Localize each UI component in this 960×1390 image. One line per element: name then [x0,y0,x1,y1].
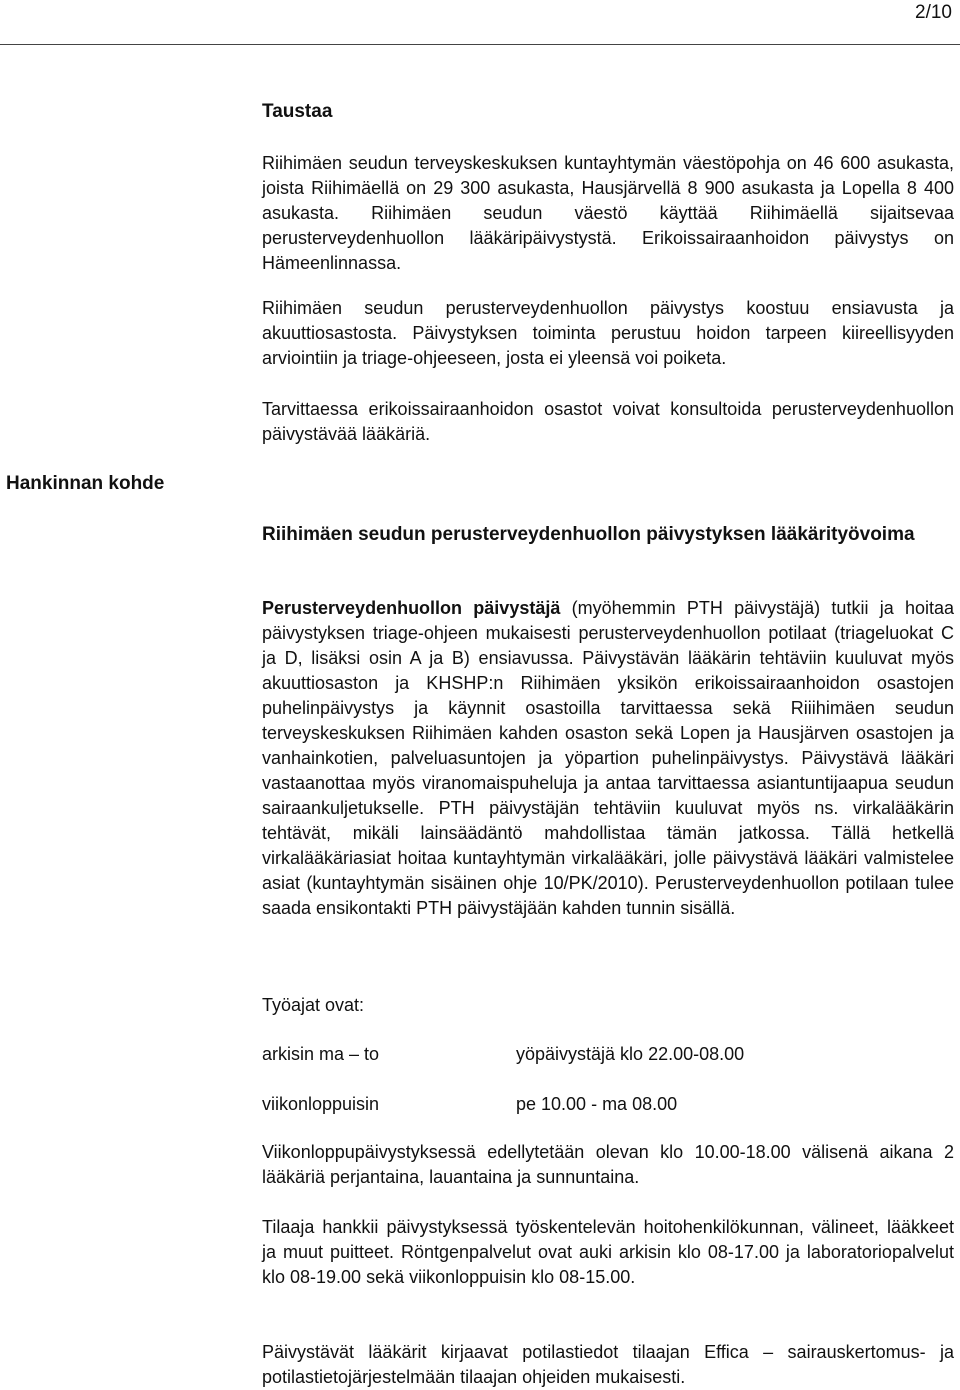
section-heading-taustaa: Taustaa [262,101,333,122]
paragraph-background-1: Riihimäen seudun terveyskeskuksen kuntayhtymän väestöpohja on 46 600 asukasta, joista Riihimäellä on 29 300 asukasta, Hausjärvellä 8 900 asukasta ja Lopella 8 400 asukasta. Riihimäen seudun väestö käyttää Riihimäellä sijaitsevaa perusterveydenhuollon lääkäripäivystystä. Erikoissairaanhoidon päivystys on Hämeenlinnassa. [262,153,954,273]
paragraph-duty-physician [262,596,954,921]
duty-physician-description: (myöhemmin PTH päivystäjä) tutkii ja hoitaa päivystyksen triage-ohjeen mukaisesti perusterveydenhuollon potilaat (triageluokat C ja D, lisäksi osin A ja B) ensiavussa. Päivystävän lääkärin tehtäviin kuuluvat myös akuuttiosaston ja KHSHP:n Riihimäen yksikön erikoissairaanhoidon osastojen puhelinpäivystys ja käynnit osastoilla tarvittaessa sekä Riiihimäen seudun terveyskeskuksen Riihimäen kahden osaston sekä Lopen ja Hausjärven osastojen ja vanhainkotien, palveluasuntojen ja yöpartion puhelinpäivystys. Päivystävä lääkäri vastaanottaa myös viranomaispuheluja ja antaa tarvittaessa asiantuntijaapua seudun sairaankuljetukselle. PTH päivystäjän tehtäviin kuuluvat myös ns. virkalääkärin tehtävät, mikäli lainsäädäntö mahdollistaa tämän jatkossa. Tällä hetkellä virkalääkäriasiat hoitaa kuntayhtymän virkalääkäri, jolle päivystävä lääkäri valmistelee asiat (kuntayhtymän sisäinen ohje 10/PK/2010). Perusterveydenhuollon potilaan tulee saada ensikontakti PTH päivystäjään kahden tunnin sisällä. [262,598,954,918]
paragraph-client-provisions: Tilaaja hankkii päivystyksessä työskentelevän hoitohenkilökunnan, välineet, lääkkeet ja muut puitteet. Röntgenpalvelut ovat auki arkisin klo 08-17.00 ja laboratoriopalvelut klo 08-19.00 sekä viikonloppuisin klo 08-15.00. [262,1217,954,1287]
paragraph-background-3: Tarvittaessa erikoissairaanhoidon osastot voivat konsultoida perusterveydenhuollon päivystävää lääkäriä. [262,399,954,444]
paragraph-background-2: Riihimäen seudun perusterveydenhuollon päivystys koostuu ensiavusta ja akuuttiosastosta. Päivystyksen toiminta perustuu hoidon tarpeen kiireellisyyden arviointiin ja triage-ohjeeseen, josta ei yleensä voi poiketa. [262,298,954,368]
header-divider [0,44,960,45]
work-hours-label: Työajat ovat: [262,995,365,1015]
duty-physician-term: Perusterveydenhuollon päivystäjä [262,598,561,618]
schedule-day: viikonloppuisin [262,1094,380,1114]
paragraph-weekend-staffing: Viikonloppupäivystyksessä edellytetään olevan klo 10.00-18.00 välisenä aikana 2 lääkäriä perjantaina, lauantaina ja sunnuntaina. [262,1142,954,1187]
schedule-day: arkisin ma – to [262,1044,380,1064]
schedule-time: yöpäivystäjä klo 22.00-08.00 [516,1044,745,1064]
side-heading-hankinnan-kohde: Hankinnan kohde [6,473,165,494]
section-heading-procurement: Riihimäen seudun perusterveydenhuollon päivystyksen lääkärityövoima [262,524,915,545]
schedule-time: pe 10.00 - ma 08.00 [516,1094,678,1114]
page-number: 2/10 [915,2,952,23]
paragraph-patient-records: Päivystävät lääkärit kirjaavat potilastiedot tilaajan Effica – sairauskertomus- ja potilastietojärjestelmään tilaajan ohjeiden mukaisesti. [262,1342,954,1387]
